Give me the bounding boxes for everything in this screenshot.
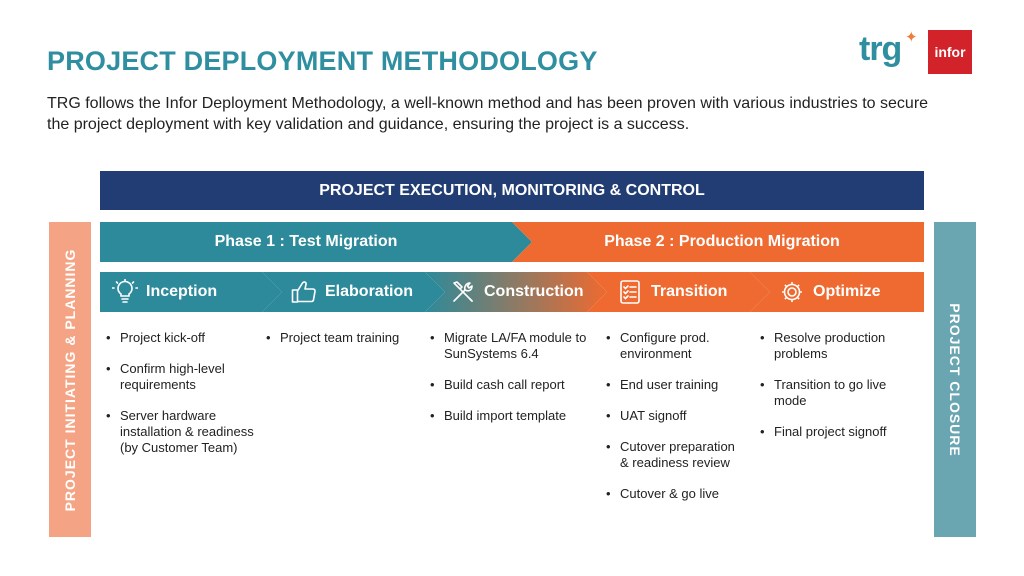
stage-construction-label: Construction [484,283,584,300]
stage-optimize-label: Optimize [813,283,881,300]
list-item: • Build cash call report [430,377,590,393]
stage-transition-label: Transition [651,283,728,300]
stage-elaboration-label: Elaboration [325,283,414,300]
list-item: • Build import template [430,408,590,424]
phase-1-label: Phase 1 : Test Migration [214,233,398,250]
list-item: • Cutover & go live [606,486,746,502]
closure-label: PROJECT CLOSURE [947,302,963,457]
stage-optimize [779,272,881,312]
thumbs-up-icon [291,279,317,305]
trg-logo: trg [859,30,902,68]
list-item: • Configure prod. environment [606,330,746,362]
list-item: • Final project signoff [760,424,920,440]
tools-icon [450,279,476,305]
construction-activity-list [430,330,590,439]
list-item: • End user training [606,377,746,393]
execution-bar: PROJECT EXECUTION, MONITORING & CONTROL [100,171,924,210]
list-item: • Resolve production problems [760,330,920,362]
list-item: • Confirm high-level requirements [106,361,256,393]
list-item: • Server hardware installation & readiness (by Customer Team) [106,408,256,456]
list-item: • UAT signoff [606,408,746,424]
stage-transition [617,272,727,312]
initiating-planning-label: PROJECT INITIATING & PLANNING [62,248,78,511]
transition-activity-list [606,330,746,517]
phase-2-label: Phase 2 : Production Migration [604,233,840,250]
list-item: • Project kick-off [106,330,256,346]
list-item: • Project team training [266,330,426,346]
stage-elaboration [291,272,413,312]
stage-inception-label: Inception [146,283,218,300]
list-item: • Transition to go live mode [760,377,920,409]
stage-construction [450,272,584,312]
list-item: • Cutover preparation & readiness review [606,439,746,471]
stage-inception [112,272,217,312]
optimize-activity-list [760,330,920,455]
list-item: • Migrate LA/FA module to SunSystems 6.4 [430,330,590,362]
checklist-icon [617,279,643,305]
page-title: PROJECT DEPLOYMENT METHODOLOGY [47,46,598,76]
intro-text: TRG follows the Infor Deployment Methodology, a well-known method and has been proven with various industries to secure the project deployment with key validation and guidance, ensuring the project is a success. [47,95,929,133]
infor-logo: infor [928,30,972,74]
gear-icon [779,279,805,305]
lightbulb-icon [112,279,138,305]
spark-icon: ✦ [905,29,918,46]
inception-activity-list [106,330,256,471]
elaboration-activity-list [266,330,426,361]
